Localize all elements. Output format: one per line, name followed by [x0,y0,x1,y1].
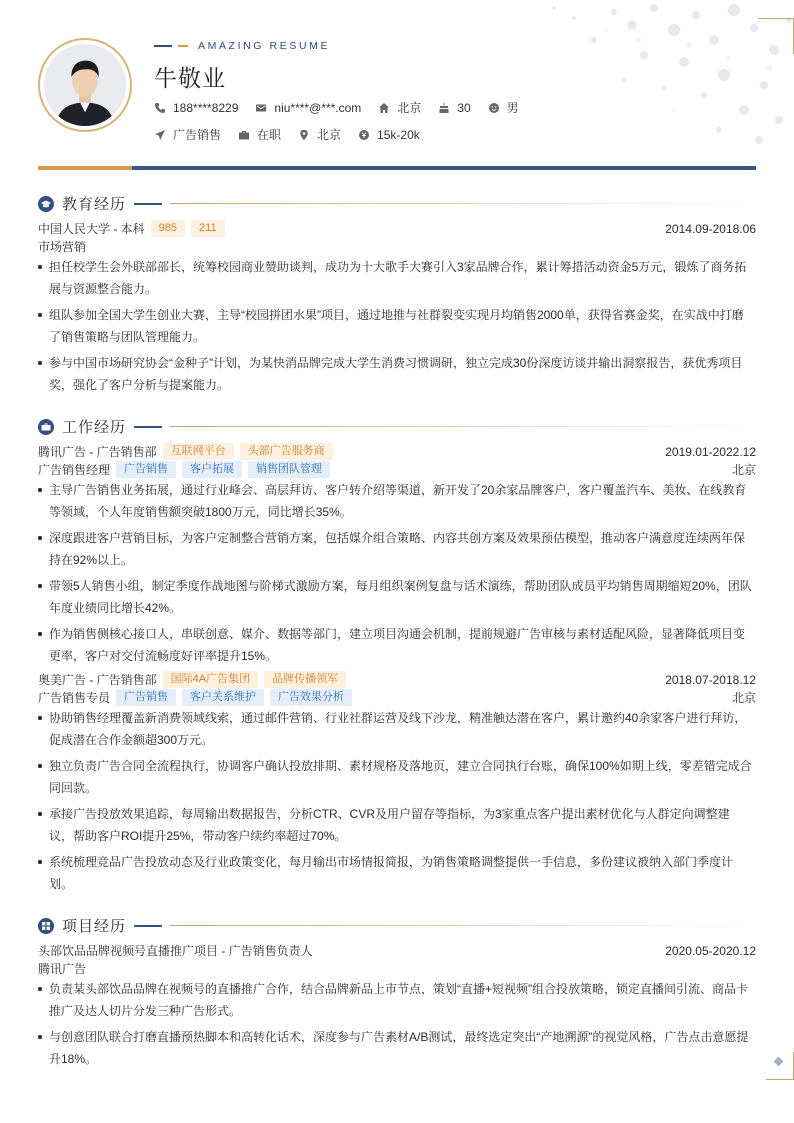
work-role-row [38,689,756,706]
target-city-value: 北京 [317,128,342,142]
project-bullet: 负责某头部饮品品牌在视频号的直播推广合作，结合品牌新品上市节点，策划“直播+短视频”组合投放策略，锁定直播间引流、商品卡推广及达人切片分发三种广告形式。 [38,978,752,1022]
role-tag: 广告销售 [116,689,176,706]
section-title-work [38,416,756,437]
role-name: 广告销售专员 [38,691,111,705]
company-tag: 头部广告服务商 [240,443,333,460]
work-bullet: 带领5人销售小组，制定季度作战地图与阶梯式激励方案，每月组织案例复盘与话术演练，帮助团队成员平均销售周期缩短20%，团队年度业绩同比增长42%。 [38,575,752,619]
info-target-city [298,126,341,143]
divider-navy [132,166,756,170]
education-school-row [38,220,756,237]
section-title-education [38,193,756,214]
info-salary [358,128,420,142]
email-value: niu****@***.com [274,100,362,115]
coin-icon [358,129,370,141]
work-bullet: 协助销售经理覆盖新消费领域线索，通过邮件营销、行业社群运营及线下沙龙，精准触达潜在客户，累计邀约40余家客户进行拜访，促成潜在合作金额超300万元。 [38,707,752,751]
info-age [438,101,470,115]
major: 市场营销 [38,240,87,254]
work-company-row [38,443,756,460]
city-value: 北京 [397,101,422,115]
section-title-project [38,915,756,936]
work-bullet: 主导广告销售业务拓展，通过行业峰会、高层拜访、客户转介绍等渠道，新开发了20余家品牌客户，客户覆盖汽车、美妆、在线教育等领域，个人年度销售额突破1800万元，同比增长35%。 [38,479,752,523]
company-tag: 品牌传播领军 [264,671,346,688]
role-tag: 销售团队管理 [248,461,330,478]
project-title: 头部饮品品牌视频号直播推广项目 - 广告销售负责人 [38,944,313,958]
info-status [238,126,281,143]
company-name: 腾讯广告 - 广告销售部 [38,445,157,459]
grid-icon [38,918,54,934]
info-email [255,101,361,115]
project-bullet: 与创意团队联合打磨直播预热脚本和高转化话术，深度参与广告素材A/B测试，最终选定突出“产地溯源”的视觉风格，广告点击意愿提升18%。 [38,1026,752,1070]
candidate-name: 牛敬业 [154,65,226,91]
info-city [378,99,421,116]
section-rule [134,203,162,205]
project-title-row [38,942,756,959]
brand-text: AMAZING RESUME [198,40,331,52]
work-date: 2018.07-2018.12 [665,672,756,687]
work-bullet: 系统梳理竞品广告投放动态及行业政策变化，每月输出市场情报简报，为销售策略调整提供一手信息，多份建议被纳入部门季度计划。 [38,851,752,895]
project-org: 腾讯广告 [38,962,87,976]
project-date: 2020.05-2020.12 [665,943,756,958]
brand-bar [178,45,188,47]
divider-gold [38,166,132,170]
face-icon [488,102,500,114]
location-pin-icon [298,129,310,141]
phone-icon [154,102,166,114]
phone-value: 188****8229 [173,100,239,115]
age-value: 30 [457,100,471,115]
role-tag: 广告销售 [116,461,176,478]
work-location: 北京 [731,691,756,705]
target-job-value: 广告销售 [173,128,222,142]
role-name: 广告销售经理 [38,463,111,477]
work-bullet: 深度跟进客户营销目标，为客户定制整合营销方案，包括媒介组合策略、内容共创方案及效果预估模型，推动客户满意度连续两年保持在92%以上。 [38,527,752,571]
role-tag: 广告效果分析 [270,689,352,706]
school-name: 中国人民大学 - 本科 [38,222,145,236]
resume-header [38,36,756,156]
salary-value: 15k-20k [377,127,420,142]
info-target-job [154,126,221,143]
company-name: 奥美广告 - 广告销售部 [38,673,157,687]
section-heading: 工作经历 [62,419,127,436]
education-date: 2014.09-2018.06 [665,221,756,236]
company-tag: 互联网平台 [163,443,234,460]
info-phone [154,101,238,115]
briefcase-icon [38,419,54,435]
avatar [44,44,126,126]
school-tag: 211 [191,220,225,237]
section-heading: 教育经历 [62,196,127,213]
home-icon [378,102,390,114]
section-heading: 项目经历 [62,918,127,935]
work-bullet: 独立负责广告合同全流程执行，协调客户确认投放排期、素材规格及落地页，建立合同执行台账，确保100%如期上线，零差错完成合同回款。 [38,755,752,799]
section-rule [170,925,756,926]
section-rule [134,426,162,428]
section-rule [134,925,162,927]
header-divider [38,166,756,170]
avatar-frame [38,38,132,132]
graduation-cap-icon [38,196,54,212]
work-date: 2019.01-2022.12 [665,444,756,459]
work-bullet: 承接广告投放效果追踪，每周输出数据报告，分析CTR、CVR及用户留存等指标，为3家重点客户提出素材优化与人群定向调整建议，帮助客户ROI提升25%，带动客户续约率超过70%。 [38,803,752,847]
corner-decoration [766,1052,794,1080]
gender-value: 男 [506,101,519,115]
section-rule [170,426,756,427]
mail-icon [255,102,267,114]
contact-row [154,99,536,116]
cake-icon [438,102,450,114]
role-tag: 客户关系维护 [182,689,264,706]
send-icon [154,129,166,141]
section-rule [170,203,756,204]
company-tag: 国际4A广告集团 [163,671,258,688]
brand-line [154,40,330,52]
project-org-row [38,960,756,977]
role-tag: 客户拓展 [182,461,242,478]
work-location: 北京 [731,463,756,477]
school-tag: 985 [151,220,185,237]
job-intent-row [154,126,437,143]
education-bullet: 组队参加全国大学生创业大赛，主导“校园拼团水果”项目，通过地推与社群裂变实现月均销售2000单，获得省赛金奖，在实战中打磨了销售策略与团队管理能力。 [38,304,752,348]
briefcase-icon [238,129,250,141]
status-value: 在职 [257,128,282,142]
info-gender [488,99,519,116]
work-company-row [38,671,756,688]
work-role-row [38,461,756,478]
brand-bar [154,45,172,47]
corner-decoration [758,18,794,54]
education-bullet: 担任校学生会外联部部长，统筹校园商业赞助谈判，成功为十大歌手大赛引入3家品牌合作，累计筹措活动资金5万元，锻炼了商务拓展与资源整合能力。 [38,256,752,300]
education-bullet: 参与中国市场研究协会“金种子”计划，为某快消品牌完成大学生消费习惯调研，独立完成30份深度访谈并输出洞察报告，获优秀项目奖，强化了客户分析与提案能力。 [38,352,752,396]
education-major-row [38,238,756,255]
work-bullet: 作为销售侧核心接口人，串联创意、媒介、数据等部门，建立项目沟通会机制，提前规避广告审核与素材适配风险，显著降低项目变更率，客户对交付流畅度好评率提升15%。 [38,623,752,667]
